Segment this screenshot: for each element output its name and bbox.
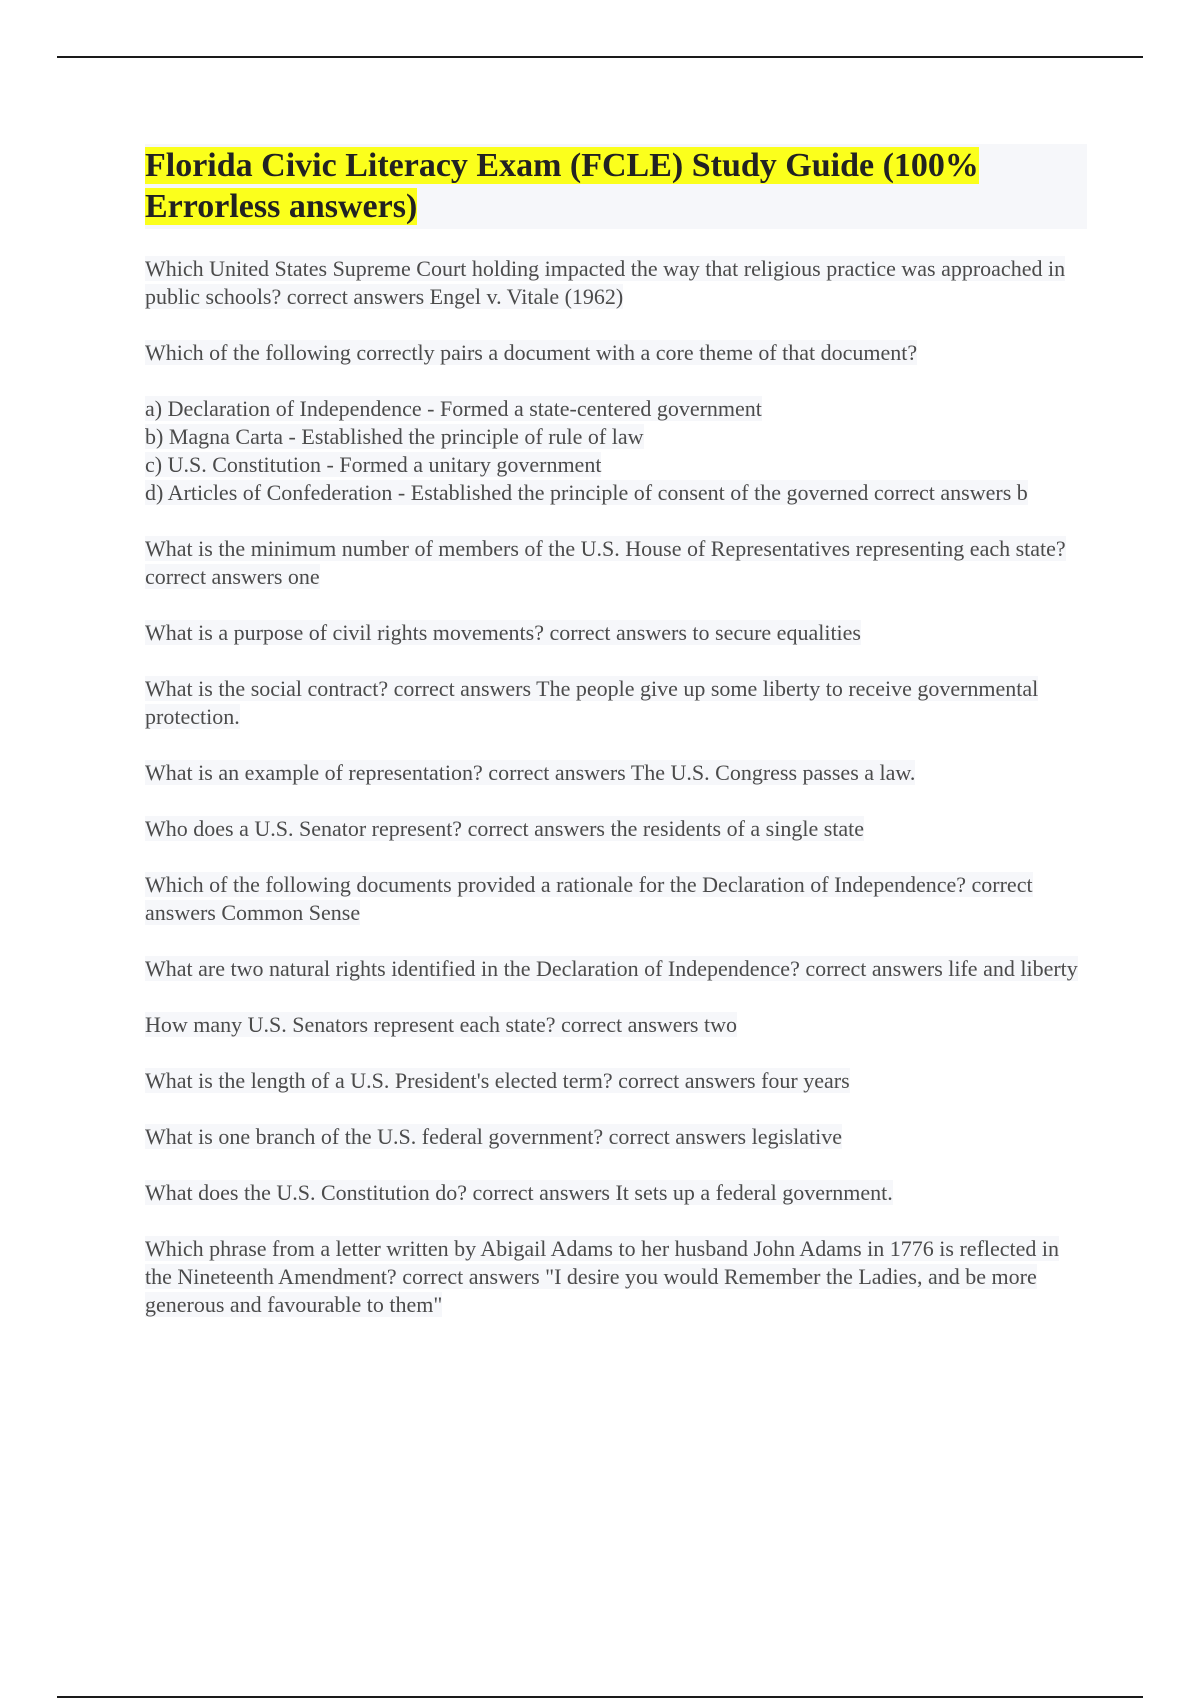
- footer-rule: [57, 1696, 1143, 1698]
- document-body: [145, 144, 1087, 1347]
- qa-item: How many U.S. Senators represent each state? correct answers two: [145, 1012, 737, 1037]
- answer-options: [145, 395, 1087, 507]
- title-block: [145, 144, 1087, 229]
- qa-item: What is the social contract? correct answers The people give up some liberty to receive governmental protection.: [145, 676, 1039, 729]
- qa-item: What is the minimum number of members of the U.S. House of Representatives representing each state? correct answers one: [145, 536, 1066, 589]
- option-b: b) Magna Carta - Established the principle of rule of law: [145, 424, 644, 449]
- qa-item-question: Which of the following correctly pairs a document with a core theme of that document?: [145, 340, 918, 365]
- qa-item: What is an example of representation? correct answers The U.S. Congress passes a law.: [145, 760, 916, 785]
- option-d: d) Articles of Confederation - Established the principle of consent of the governed correct answers b: [145, 480, 1028, 505]
- qa-item: Which United States Supreme Court holding impacted the way that religious practice was approached in public schools? correct answers Engel v. Vitale (1962): [145, 256, 1066, 309]
- qa-item: Which of the following documents provided a rationale for the Declaration of Independence? correct answers Common Sense: [145, 872, 1033, 925]
- qa-item: Who does a U.S. Senator represent? correct answers the residents of a single state: [145, 816, 865, 841]
- qa-item: Which phrase from a letter written by Abigail Adams to her husband John Adams in 1776 is reflected in the Nineteenth Amendment? correct answers "I desire you would Remember the Ladies, and be more generous and favourable to them": [145, 1236, 1060, 1317]
- header-rule: [57, 56, 1143, 58]
- title-highlight: Florida Civic Literacy Exam (FCLE) Study Guide (100% Errorless answers): [145, 147, 979, 225]
- document-title: [145, 145, 1087, 227]
- qa-item: What does the U.S. Constitution do? correct answers It sets up a federal government.: [145, 1180, 893, 1205]
- qa-item: What are two natural rights identified in the Declaration of Independence? correct answers life and liberty: [145, 956, 1078, 981]
- qa-item: What is the length of a U.S. President's elected term? correct answers four years: [145, 1068, 850, 1093]
- qa-list: [145, 255, 1087, 1319]
- option-a: a) Declaration of Independence - Formed a state-centered government: [145, 396, 762, 421]
- option-c: c) U.S. Constitution - Formed a unitary government: [145, 452, 602, 477]
- qa-item: What is a purpose of civil rights movements? correct answers to secure equalities: [145, 620, 861, 645]
- qa-item: What is one branch of the U.S. federal government? correct answers legislative: [145, 1124, 843, 1149]
